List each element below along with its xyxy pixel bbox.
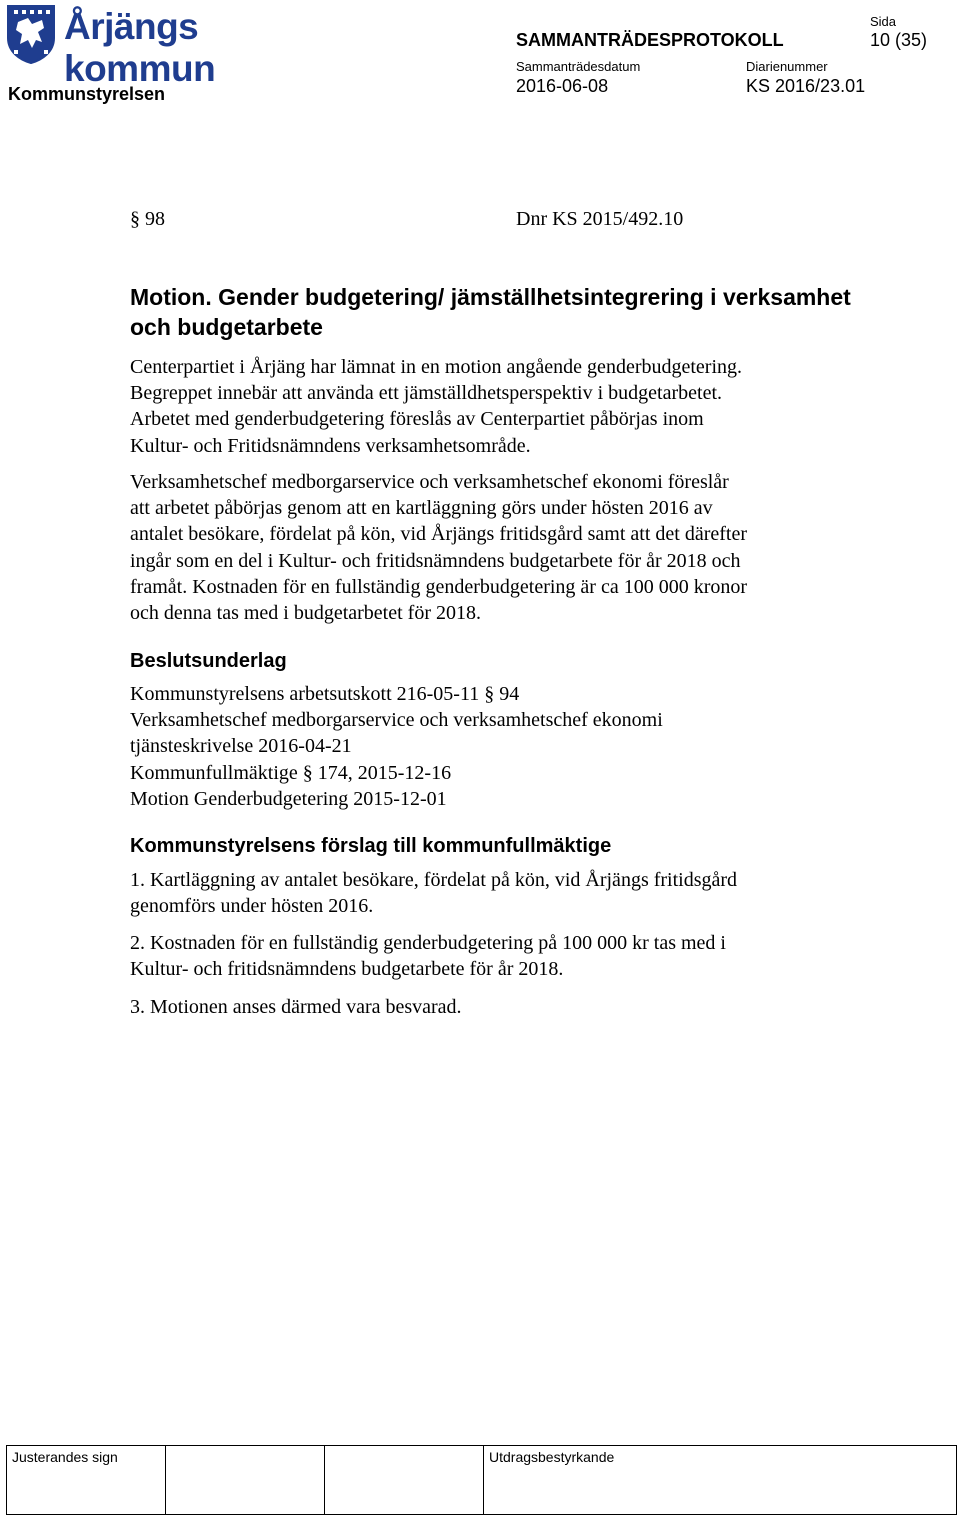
item-title: Motion. Gender budgetering/ jämställhetsintegrering i verksamhet och budgetarbete [130,284,851,340]
text-line: att arbetet påbörjas genom att en kartläggning görs under hösten 2016 av [130,497,713,520]
list-item: Kommunfullmäktige § 174, 2015-12-16 [130,761,452,784]
text-line: genomförs under hösten 2016. [130,895,374,918]
text-line: Begreppet innebär att använda ett jämställdhetsperspektiv i budgetarbetet. [130,382,723,405]
text-line: Verksamhetschef medborgarservice och verksamhetschef ekonomi föreslår [130,471,729,493]
proposal-item [130,930,870,982]
justerandes-sign-cell [7,1446,166,1515]
coat-of-arms-icon [6,4,56,64]
section-number: § 98 [130,208,165,230]
text-line: Centerpartiet i Årjäng har lämnat in en motion angående genderbudgetering. [130,356,743,378]
meeting-date-label: Sammanträdesdatum [516,59,641,74]
paragraph-intro [130,354,870,459]
text-line: Kultur- och Fritidsnämndens verksamhetsområde. [130,434,531,457]
list-item: tjänsteskrivelse 2016-04-21 [130,735,352,758]
logo-text: Årjängs kommun [64,6,216,89]
utdragsbestyrkande-cell [484,1446,957,1515]
signature-cell [166,1446,325,1515]
diary-number: KS 2016/23.01 [746,76,866,96]
page-number: 10 (35) [870,30,928,50]
signature-cell [325,1446,484,1515]
paragraph-proposal [130,469,870,626]
meeting-date: 2016-06-08 [516,76,609,96]
list-item: Kommunstyrelsens arbetsutskott 216-05-11 § 94 [130,683,520,705]
protocol-title: SAMMANTRÄDESPROTOKOLL [516,30,784,50]
proposal-item [130,994,870,1020]
proposal-item [130,867,870,919]
text-line: 2. Kostnaden för en fullständig genderbudgetering på 100 000 kr tas med i [130,932,726,954]
list-item: Verksamhetschef medborgarservice och verksamhetschef ekonomi [130,709,663,732]
text-line: 3. Motionen anses därmed vara besvarad. [130,996,462,1018]
municipality-logo [6,4,356,89]
text-line: ingår som en del i Kultur- och fritidsnämndens budgetarbete för år 2018 och [130,549,741,572]
justerandes-sign-label: Justerandes sign [12,1449,118,1465]
list-item: Motion Genderbudgetering 2015-12-01 [130,787,447,810]
text-line: framåt. Kostnaden för en fullständig genderbudgetering är ca 100 000 kronor [130,575,748,598]
page-label: Sida [870,14,897,29]
signature-table [6,1445,957,1515]
department-name: Kommunstyrelsen [8,84,166,104]
beslutsunderlag-list [130,681,870,812]
text-line: Kultur- och fritidsnämndens budgetarbete för år 2018. [130,958,564,981]
text-line: 1. Kartläggning av antalet besökare, fördelat på kön, vid Årjängs fritidsgård [130,869,738,891]
utdragsbestyrkande-label: Utdragsbestyrkande [489,1449,615,1465]
heading-forslag: Kommunstyrelsens förslag till kommunfullmäktige [130,835,612,857]
diary-number-label: Diarienummer [746,59,828,74]
heading-beslutsunderlag: Beslutsunderlag [130,650,287,672]
text-line: Arbetet med genderbudgetering föreslås av Centerpartiet påbörjas inom [130,408,704,431]
text-line: antalet besökare, fördelat på kön, vid Årjängs fritidsgård samt att det därefter [130,523,747,546]
case-number: Dnr KS 2015/492.10 [516,208,684,230]
text-line: och denna tas med i budgetarbetet för 2018. [130,602,481,625]
